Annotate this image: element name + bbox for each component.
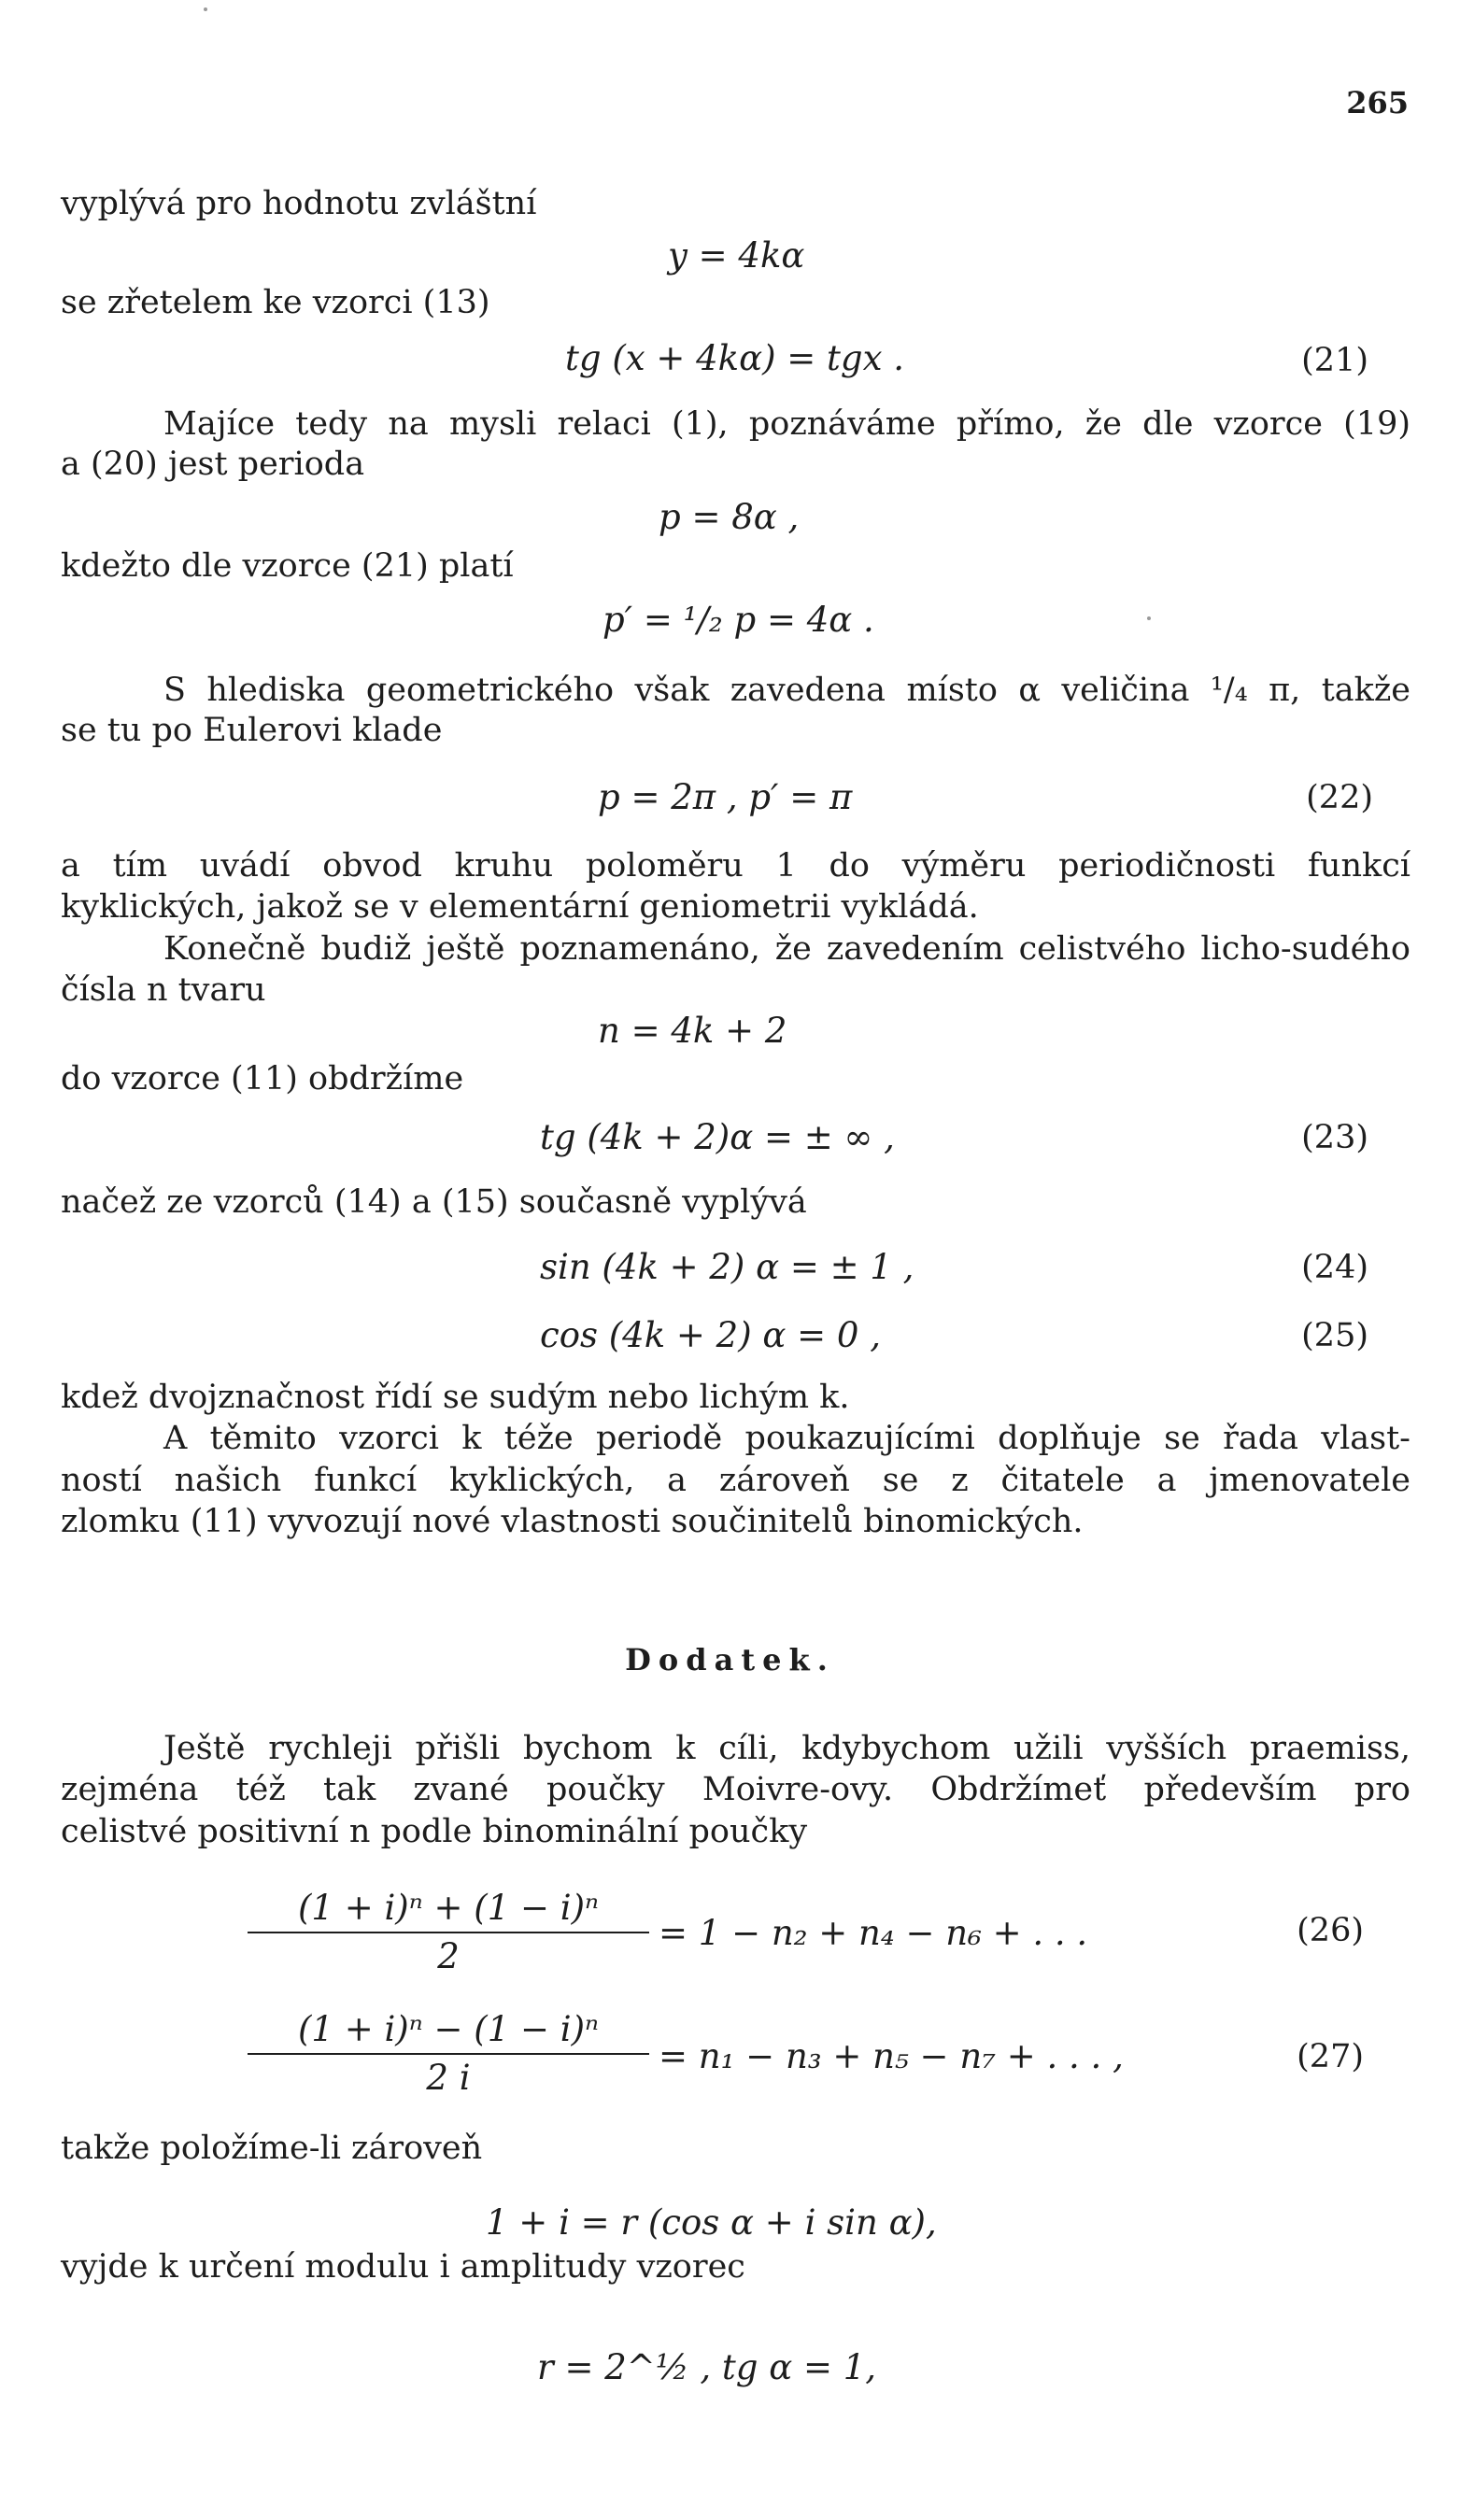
text-line: se tu po Eulerovi klade: [61, 712, 443, 749]
text-line: kdežto dle vzorce (21) platí: [61, 547, 514, 585]
text-line: A těmito vzorci k téže periodě poukazujícími doplňuje se řada vlast-: [163, 1420, 1410, 1457]
text-line: se zřetelem ke vzorci (13): [61, 284, 490, 321]
text-line: ností našich funkcí kyklických, a zároveň se z čitatele a jmenovatele: [61, 1462, 1410, 1499]
fraction-26: [248, 1887, 649, 1978]
text-line: čísla n tvaru: [61, 971, 266, 1009]
equation-number: (25): [1301, 1317, 1368, 1354]
page-number: 265: [1346, 85, 1409, 120]
equation-number: (21): [1301, 342, 1368, 379]
text-line: načež ze vzorců (14) a (15) současně vyplývá: [61, 1183, 807, 1221]
equation-number: (27): [1297, 2038, 1364, 2075]
text-line: vyplývá pro hodnotu zvláštní: [61, 185, 537, 222]
equation-number: (23): [1301, 1119, 1368, 1156]
formula-cos: cos (4k + 2) α = 0 ,: [540, 1315, 881, 1355]
text-line: S hlediska geometrického však zavedena místo α veličina ¹/₄ π, takže: [163, 672, 1410, 709]
fraction-numerator: (1 + i)ⁿ − (1 − i)ⁿ: [297, 2009, 600, 2049]
equation-number: (24): [1301, 1249, 1368, 1286]
fraction-numerator: (1 + i)ⁿ + (1 − i)ⁿ: [297, 1888, 600, 1928]
fraction-bar: [248, 2053, 649, 2055]
print-speck: [1147, 616, 1151, 620]
text-line: kdež dvojznačnost řídí se sudým nebo lichým k.: [61, 1379, 850, 1416]
formula-sin: sin (4k + 2) α = ± 1 ,: [540, 1247, 914, 1287]
fraction-denominator: 2: [437, 1936, 460, 1976]
text-line: a tím uvádí obvod kruhu poloměru 1 do výměru periodičnosti funkcí: [61, 847, 1410, 885]
series-26: = 1 − n₂ + n₄ − n₆ + . . .: [659, 1913, 1088, 1953]
formula-2pi: p = 2π , p′ = π: [598, 777, 853, 817]
equation-number: (26): [1297, 1912, 1364, 1949]
section-heading: Dodatek.: [625, 1642, 835, 1678]
formula-polar: 1 + i = r (cos α + i sin α),: [486, 2202, 937, 2243]
equation-number: (22): [1306, 779, 1373, 816]
text-line: zejména též tak zvané poučky Moivre-ovy. Obdržímeť především pro: [61, 1771, 1410, 1808]
series-27: = n₁ − n₃ + n₅ − n₇ + . . . ,: [659, 2036, 1124, 2076]
formula-p: p = 8α ,: [659, 497, 800, 537]
print-speck: [204, 7, 207, 11]
formula-tg-infinity: tg (4k + 2)α = ± ∞ ,: [540, 1117, 895, 1157]
fraction-bar: [248, 1932, 649, 1933]
fraction-denominator: 2 i: [426, 2058, 471, 2098]
formula-y: y = 4kα: [668, 235, 805, 276]
text-line: zlomku (11) vyvozují nové vlastnosti součinitelů binomických.: [61, 1503, 1084, 1540]
text-line: Ještě rychleji přišli bychom k cíli, kdybychom užili vyšších praemiss,: [163, 1730, 1410, 1767]
text-line: Konečně budiž ještě poznamenáno, že zavedením celistvého licho-sudého: [163, 930, 1410, 968]
text-line: celistvé positivní n podle binominální poučky: [61, 1813, 808, 1850]
text-line: do vzorce (11) obdržíme: [61, 1060, 464, 1097]
formula-p-prime: p′ = ¹/₂ p = 4α .: [602, 600, 874, 640]
fraction-27: [248, 2008, 649, 2100]
text-line: Majíce tedy na mysli relaci (1), poznáváme přímo, že dle vzorce (19): [163, 405, 1410, 443]
text-line: kyklických, jakož se v elementární geniometrii vykládá.: [61, 888, 979, 926]
text-line: takže položíme-li zároveň: [61, 2130, 483, 2167]
formula-n: n = 4k + 2: [598, 1011, 787, 1051]
text-line: a (20) jest perioda: [61, 446, 365, 483]
text-line: vyjde k určení modulu i amplitudy vzorec: [61, 2248, 745, 2286]
formula-modulus: r = 2^½ , tg α = 1,: [537, 2347, 877, 2387]
formula-tg-period: tg (x + 4kα) = tgx .: [565, 338, 904, 378]
